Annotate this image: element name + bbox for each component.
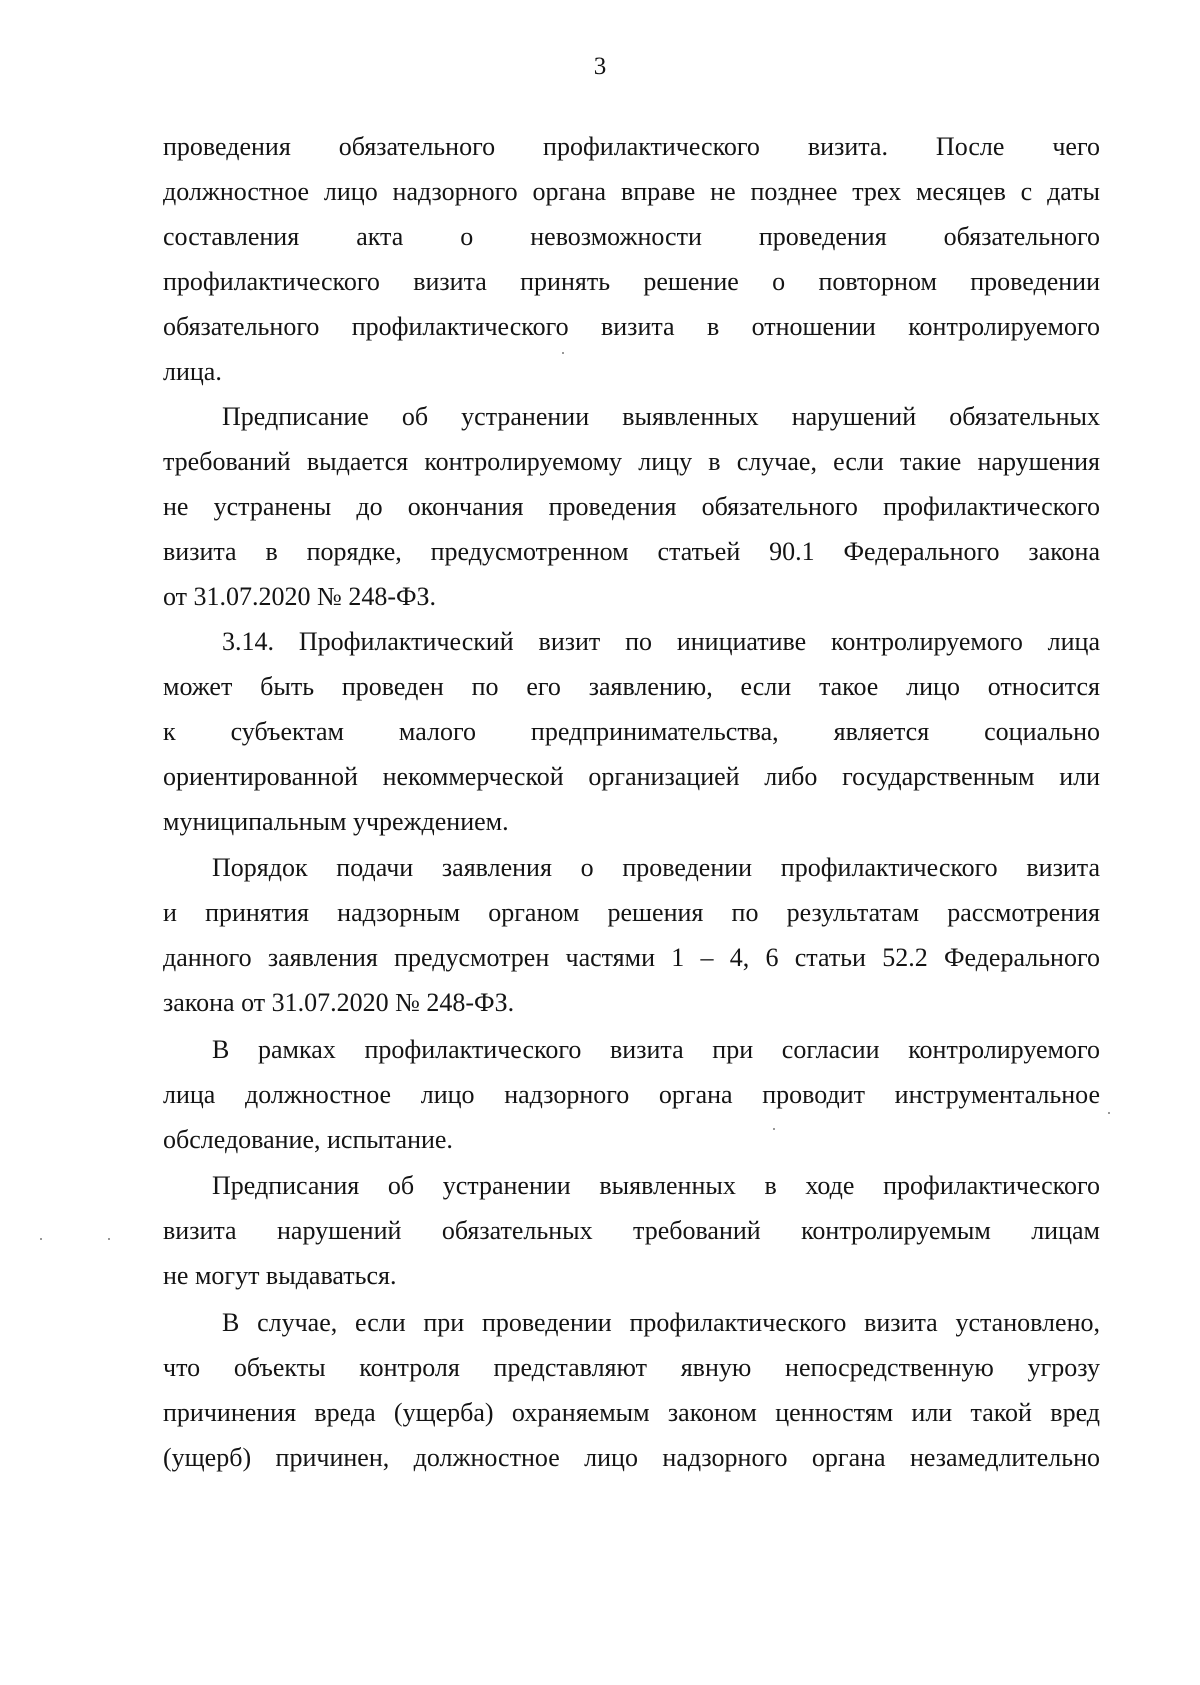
text-line: лица. <box>163 357 222 386</box>
text-line: составления акта о невозможности проведения обязательного <box>163 222 1100 251</box>
text-line: может быть проведен по его заявлению, если такое лицо относится <box>163 672 1100 701</box>
text-line: что объекты контроля представляют явную непосредственную угрозу <box>163 1353 1100 1382</box>
text-line: данного заявления предусмотрен частями 1 – 4, 6 статьи 52.2 Федерального <box>163 943 1100 972</box>
scan-speck <box>108 1238 110 1240</box>
scan-speck <box>1108 1112 1110 1114</box>
text-line: требований выдается контролируемому лицу в случае, если такие нарушения <box>163 447 1100 476</box>
text-line: В случае, если при проведении профилактического визита установлено, <box>222 1308 1100 1337</box>
text-line: ориентированной некоммерческой организацией либо государственным или <box>163 762 1100 791</box>
text-line: к субъектам малого предпринимательства, является социально <box>163 717 1100 746</box>
scan-speck <box>40 1238 42 1240</box>
scan-speck <box>562 352 564 354</box>
text-line: лица должностное лицо надзорного органа проводит инструментальное <box>163 1080 1100 1109</box>
text-line: обязательного профилактического визита в отношении контролируемого <box>163 312 1100 341</box>
text-line: профилактического визита принять решение о повторном проведении <box>163 267 1100 296</box>
text-line: В рамках профилактического визита при согласии контролируемого <box>212 1035 1100 1064</box>
text-line: муниципальным учреждением. <box>163 807 509 836</box>
text-line: Порядок подачи заявления о проведении профилактического визита <box>212 853 1100 882</box>
text-line: обследование, испытание. <box>163 1125 453 1154</box>
text-line: от 31.07.2020 № 248-ФЗ. <box>163 582 437 611</box>
scan-speck <box>773 1128 775 1130</box>
text-line: визита нарушений обязательных требований контролируемым лицам <box>163 1216 1100 1245</box>
text-line: не могут выдаваться. <box>163 1261 397 1290</box>
text-line: должностное лицо надзорного органа вправе не позднее трех месяцев с даты <box>163 177 1100 206</box>
text-line: 3.14. Профилактический визит по инициативе контролируемого лица <box>222 627 1100 656</box>
text-line: Предписание об устранении выявленных нарушений обязательных <box>222 402 1100 431</box>
text-line: проведения обязательного профилактического визита. После чего <box>163 132 1100 161</box>
text-line: визита в порядке, предусмотренном статьей 90.1 Федерального закона <box>163 537 1100 566</box>
page-number: 3 <box>593 53 607 80</box>
text-line: Предписания об устранении выявленных в ходе профилактического <box>212 1171 1100 1200</box>
text-line: закона от 31.07.2020 № 248-ФЗ. <box>163 988 515 1017</box>
text-line: не устранены до окончания проведения обязательного профилактического <box>163 492 1100 521</box>
text-line: и принятия надзорным органом решения по результатам рассмотрения <box>163 898 1100 927</box>
text-line: причинения вреда (ущерба) охраняемым законом ценностям или такой вред <box>163 1398 1100 1427</box>
text-line: (ущерб) причинен, должностное лицо надзорного органа незамедлительно <box>163 1443 1100 1472</box>
